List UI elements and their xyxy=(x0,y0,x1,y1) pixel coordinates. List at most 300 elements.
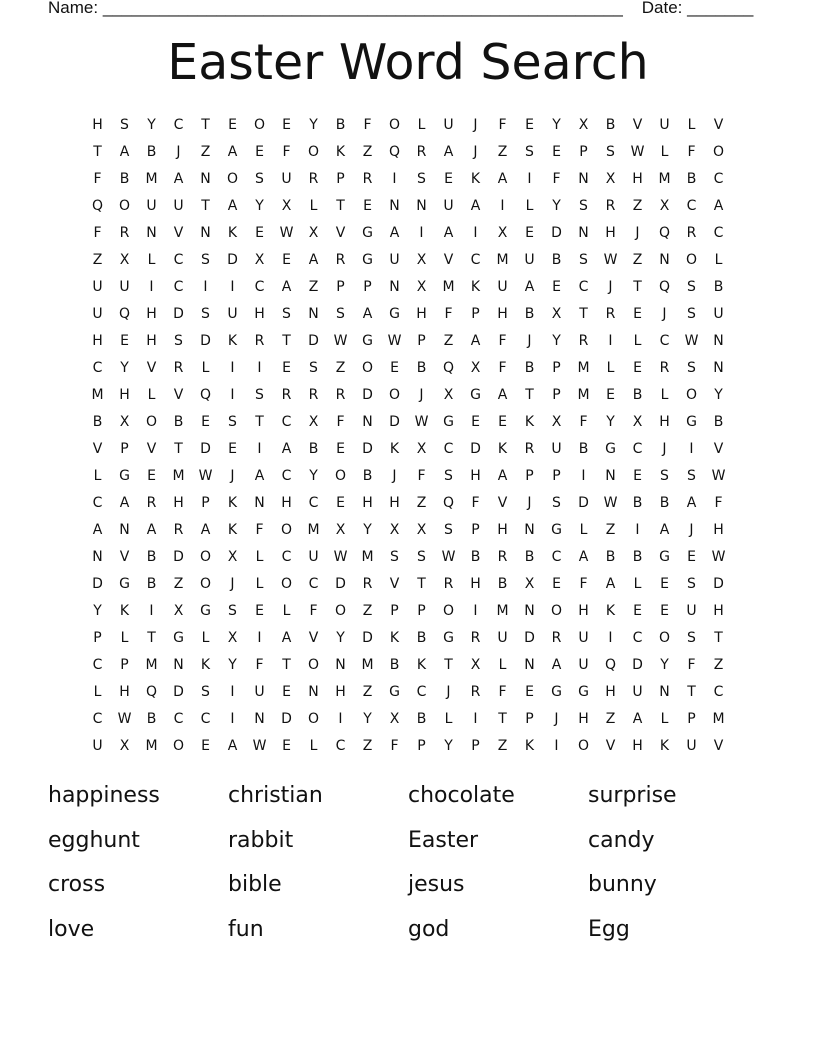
grid-cell[interactable]: E xyxy=(282,737,291,754)
grid-cell[interactable]: H xyxy=(92,116,103,133)
grid-cell[interactable]: V xyxy=(389,575,400,592)
grid-cell[interactable]: X xyxy=(551,305,562,322)
grid-cell[interactable]: L xyxy=(147,251,156,268)
grid-cell[interactable]: A xyxy=(227,143,238,160)
grid-cell[interactable]: N xyxy=(92,548,103,565)
grid-cell[interactable]: R xyxy=(497,548,508,565)
grid-cell[interactable]: V xyxy=(443,251,454,268)
grid-cell[interactable]: H xyxy=(92,332,103,349)
grid-cell[interactable]: V xyxy=(146,440,157,457)
grid-cell[interactable]: X xyxy=(119,413,130,430)
grid-cell[interactable]: Z xyxy=(92,251,103,268)
grid-cell[interactable]: C xyxy=(632,629,643,646)
grid-cell[interactable]: K xyxy=(389,629,400,646)
grid-cell[interactable]: U xyxy=(713,305,724,322)
grid-cell[interactable]: D xyxy=(281,710,292,727)
grid-cell[interactable]: Y xyxy=(444,737,453,754)
grid-cell[interactable]: K xyxy=(200,656,211,673)
grid-cell[interactable]: Y xyxy=(309,116,318,133)
grid-cell[interactable]: I xyxy=(392,170,397,187)
grid-cell[interactable]: W xyxy=(117,710,132,727)
grid-cell[interactable]: A xyxy=(254,467,265,484)
grid-cell[interactable]: E xyxy=(633,305,642,322)
grid-cell[interactable]: L xyxy=(660,710,669,727)
grid-cell[interactable]: W xyxy=(603,494,618,511)
grid-cell[interactable]: P xyxy=(93,629,102,646)
grid-cell[interactable]: B xyxy=(146,710,157,727)
grid-cell[interactable]: E xyxy=(633,467,642,484)
grid-cell[interactable]: U xyxy=(308,548,319,565)
grid-cell[interactable]: X xyxy=(605,170,616,187)
grid-cell[interactable]: H xyxy=(497,521,508,538)
grid-cell[interactable]: L xyxy=(309,737,318,754)
grid-cell[interactable]: D xyxy=(173,305,184,322)
grid-cell[interactable]: E xyxy=(282,251,291,268)
grid-cell[interactable]: C xyxy=(92,710,103,727)
grid-cell[interactable]: Z xyxy=(497,143,508,160)
grid-cell[interactable]: T xyxy=(579,305,588,322)
grid-cell[interactable]: X xyxy=(551,413,562,430)
grid-cell[interactable]: J xyxy=(527,494,532,511)
grid-cell[interactable]: S xyxy=(687,278,696,295)
grid-cell[interactable]: N xyxy=(308,305,319,322)
grid-cell[interactable]: P xyxy=(336,170,345,187)
grid-cell[interactable]: P xyxy=(417,332,426,349)
grid-cell[interactable]: D xyxy=(173,683,184,700)
grid-cell[interactable]: S xyxy=(228,602,237,619)
grid-cell[interactable]: S xyxy=(687,467,696,484)
grid-cell[interactable]: F xyxy=(282,143,291,160)
grid-cell[interactable]: C xyxy=(254,278,265,295)
grid-cell[interactable]: S xyxy=(444,521,453,538)
grid-cell[interactable]: N xyxy=(119,521,130,538)
grid-cell[interactable]: M xyxy=(91,386,104,403)
grid-cell[interactable]: R xyxy=(173,359,184,376)
grid-cell[interactable]: S xyxy=(579,251,588,268)
grid-cell[interactable]: E xyxy=(390,359,399,376)
grid-cell[interactable]: O xyxy=(253,116,266,133)
grid-cell[interactable]: Q xyxy=(145,683,158,700)
grid-cell[interactable]: K xyxy=(524,737,535,754)
grid-cell[interactable]: S xyxy=(201,251,210,268)
grid-cell[interactable]: U xyxy=(659,116,670,133)
grid-cell[interactable]: A xyxy=(227,737,238,754)
grid-cell[interactable]: R xyxy=(443,575,454,592)
grid-cell[interactable]: D xyxy=(632,656,643,673)
date-blank[interactable]: _______ xyxy=(687,0,754,17)
grid-cell[interactable]: E xyxy=(471,413,480,430)
grid-cell[interactable]: R xyxy=(362,170,373,187)
grid-cell[interactable]: A xyxy=(659,521,670,538)
grid-cell[interactable]: U xyxy=(686,737,697,754)
grid-cell[interactable]: A xyxy=(146,521,157,538)
grid-cell[interactable]: U xyxy=(173,197,184,214)
grid-cell[interactable]: V xyxy=(335,224,346,241)
grid-cell[interactable]: A xyxy=(92,521,103,538)
grid-cell[interactable]: J xyxy=(419,386,424,403)
grid-cell[interactable]: A xyxy=(443,143,454,160)
grid-cell[interactable]: F xyxy=(579,413,588,430)
grid-cell[interactable]: U xyxy=(119,278,130,295)
grid-cell[interactable]: C xyxy=(659,332,670,349)
grid-cell[interactable]: I xyxy=(230,683,235,700)
grid-cell[interactable]: Q xyxy=(442,359,455,376)
grid-cell[interactable]: R xyxy=(335,251,346,268)
grid-cell[interactable]: B xyxy=(416,710,427,727)
grid-cell[interactable]: C xyxy=(92,494,103,511)
grid-cell[interactable]: Z xyxy=(713,656,724,673)
grid-cell[interactable]: E xyxy=(147,467,156,484)
grid-cell[interactable]: T xyxy=(201,197,210,214)
grid-cell[interactable]: P xyxy=(471,737,480,754)
grid-cell[interactable]: I xyxy=(581,467,586,484)
grid-cell[interactable]: S xyxy=(552,494,561,511)
grid-cell[interactable]: T xyxy=(525,386,534,403)
grid-cell[interactable]: G xyxy=(389,683,400,700)
grid-cell[interactable]: E xyxy=(201,737,210,754)
grid-cell[interactable]: I xyxy=(473,710,478,727)
grid-cell[interactable]: D xyxy=(362,386,373,403)
grid-cell[interactable]: X xyxy=(227,548,238,565)
grid-cell[interactable]: E xyxy=(363,197,372,214)
grid-cell[interactable]: Y xyxy=(552,332,561,349)
grid-cell[interactable]: H xyxy=(389,494,400,511)
grid-cell[interactable]: L xyxy=(633,332,642,349)
grid-cell[interactable]: J xyxy=(473,116,478,133)
grid-cell[interactable]: O xyxy=(172,737,185,754)
grid-cell[interactable]: B xyxy=(173,413,184,430)
grid-cell[interactable]: L xyxy=(417,116,426,133)
grid-cell[interactable]: F xyxy=(687,656,696,673)
grid-cell[interactable]: E xyxy=(282,359,291,376)
grid-cell[interactable]: J xyxy=(527,332,532,349)
grid-cell[interactable]: Z xyxy=(443,332,454,349)
grid-cell[interactable]: S xyxy=(525,143,534,160)
grid-cell[interactable]: Z xyxy=(200,143,211,160)
grid-cell[interactable]: R xyxy=(470,629,481,646)
grid-cell[interactable]: C xyxy=(281,413,292,430)
grid-cell[interactable]: R xyxy=(470,683,481,700)
grid-cell[interactable]: D xyxy=(362,440,373,457)
grid-cell[interactable]: M xyxy=(496,602,509,619)
grid-cell[interactable]: T xyxy=(282,332,291,349)
grid-cell[interactable]: V xyxy=(713,116,724,133)
grid-cell[interactable]: T xyxy=(282,656,291,673)
grid-cell[interactable]: M xyxy=(361,548,374,565)
grid-cell[interactable]: I xyxy=(257,440,262,457)
grid-cell[interactable]: B xyxy=(389,656,400,673)
grid-cell[interactable]: R xyxy=(146,494,157,511)
grid-cell[interactable]: N xyxy=(659,683,670,700)
grid-cell[interactable]: W xyxy=(333,332,348,349)
grid-cell[interactable]: X xyxy=(659,197,670,214)
grid-cell[interactable]: B xyxy=(524,305,535,322)
grid-cell[interactable]: U xyxy=(254,683,265,700)
grid-cell[interactable]: E xyxy=(228,440,237,457)
grid-cell[interactable]: B xyxy=(632,494,643,511)
grid-cell[interactable]: X xyxy=(119,737,130,754)
grid-cell[interactable]: Z xyxy=(605,710,616,727)
grid-cell[interactable]: B xyxy=(497,575,508,592)
grid-cell[interactable]: X xyxy=(389,710,400,727)
grid-cell[interactable]: Y xyxy=(120,359,129,376)
grid-cell[interactable]: C xyxy=(92,656,103,673)
grid-cell[interactable]: O xyxy=(685,251,698,268)
grid-cell[interactable]: E xyxy=(282,683,291,700)
grid-cell[interactable]: X xyxy=(119,251,130,268)
grid-cell[interactable]: A xyxy=(551,656,562,673)
grid-cell[interactable]: S xyxy=(309,359,318,376)
grid-cell[interactable]: E xyxy=(255,602,264,619)
grid-cell[interactable]: C xyxy=(308,494,319,511)
grid-cell[interactable]: E xyxy=(255,224,264,241)
grid-cell[interactable]: H xyxy=(416,305,427,322)
grid-cell[interactable]: H xyxy=(713,521,724,538)
grid-cell[interactable]: N xyxy=(659,251,670,268)
grid-cell[interactable]: E xyxy=(660,575,669,592)
grid-cell[interactable]: G xyxy=(578,683,589,700)
grid-cell[interactable]: S xyxy=(201,305,210,322)
grid-cell[interactable]: R xyxy=(605,197,616,214)
grid-cell[interactable]: G xyxy=(659,548,670,565)
grid-cell[interactable]: V xyxy=(119,548,130,565)
grid-cell[interactable]: A xyxy=(119,143,130,160)
grid-cell[interactable]: X xyxy=(416,251,427,268)
grid-cell[interactable]: E xyxy=(525,683,534,700)
grid-cell[interactable]: Z xyxy=(362,737,373,754)
grid-cell[interactable]: N xyxy=(200,224,211,241)
grid-cell[interactable]: C xyxy=(173,278,184,295)
grid-cell[interactable]: O xyxy=(199,548,212,565)
grid-cell[interactable]: V xyxy=(497,494,508,511)
grid-cell[interactable]: A xyxy=(497,386,508,403)
grid-cell[interactable]: L xyxy=(309,197,318,214)
grid-cell[interactable]: C xyxy=(173,116,184,133)
grid-cell[interactable]: E xyxy=(660,602,669,619)
grid-cell[interactable]: H xyxy=(470,467,481,484)
grid-cell[interactable]: U xyxy=(146,197,157,214)
grid-cell[interactable]: O xyxy=(550,602,563,619)
grid-cell[interactable]: N xyxy=(713,332,724,349)
grid-cell[interactable]: E xyxy=(633,602,642,619)
grid-cell[interactable]: Z xyxy=(335,359,346,376)
grid-cell[interactable]: A xyxy=(362,305,373,322)
grid-cell[interactable]: H xyxy=(119,683,130,700)
grid-cell[interactable]: B xyxy=(605,116,616,133)
grid-cell[interactable]: M xyxy=(361,656,374,673)
grid-cell[interactable]: J xyxy=(662,440,667,457)
grid-cell[interactable]: C xyxy=(713,224,724,241)
grid-cell[interactable]: F xyxy=(579,575,588,592)
grid-cell[interactable]: B xyxy=(362,467,373,484)
grid-cell[interactable]: K xyxy=(227,494,238,511)
grid-cell[interactable]: P xyxy=(120,656,129,673)
grid-cell[interactable]: M xyxy=(307,521,320,538)
grid-cell[interactable]: R xyxy=(524,440,535,457)
grid-cell[interactable]: R xyxy=(254,332,265,349)
grid-cell[interactable]: E xyxy=(498,413,507,430)
grid-cell[interactable]: H xyxy=(470,575,481,592)
grid-cell[interactable]: I xyxy=(149,278,154,295)
grid-cell[interactable]: I xyxy=(203,278,208,295)
grid-cell[interactable]: G xyxy=(551,683,562,700)
grid-cell[interactable]: K xyxy=(497,440,508,457)
grid-cell[interactable]: B xyxy=(713,278,724,295)
grid-cell[interactable]: V xyxy=(92,440,103,457)
grid-cell[interactable]: E xyxy=(336,440,345,457)
grid-cell[interactable]: B xyxy=(632,548,643,565)
grid-cell[interactable]: U xyxy=(281,170,292,187)
grid-cell[interactable]: G xyxy=(362,224,373,241)
grid-cell[interactable]: A xyxy=(443,224,454,241)
grid-cell[interactable]: N xyxy=(254,710,265,727)
grid-cell[interactable]: U xyxy=(578,656,589,673)
grid-cell[interactable]: X xyxy=(173,602,184,619)
grid-cell[interactable]: I xyxy=(230,710,235,727)
grid-cell[interactable]: I xyxy=(608,629,613,646)
grid-cell[interactable]: Q xyxy=(658,224,671,241)
grid-cell[interactable]: Z xyxy=(497,737,508,754)
grid-cell[interactable]: X xyxy=(308,413,319,430)
grid-cell[interactable]: U xyxy=(92,737,103,754)
grid-cell[interactable]: A xyxy=(497,467,508,484)
grid-cell[interactable]: F xyxy=(498,332,507,349)
grid-cell[interactable]: K xyxy=(470,170,481,187)
grid-cell[interactable]: O xyxy=(388,116,401,133)
grid-cell[interactable]: A xyxy=(281,440,292,457)
grid-cell[interactable]: R xyxy=(119,224,130,241)
grid-cell[interactable]: X xyxy=(443,386,454,403)
grid-cell[interactable]: F xyxy=(363,116,372,133)
grid-cell[interactable]: S xyxy=(417,548,426,565)
grid-cell[interactable]: O xyxy=(658,629,671,646)
grid-cell[interactable]: R xyxy=(686,224,697,241)
grid-cell[interactable]: C xyxy=(551,548,562,565)
grid-cell[interactable]: I xyxy=(473,602,478,619)
grid-cell[interactable]: L xyxy=(498,656,507,673)
grid-cell[interactable]: E xyxy=(336,494,345,511)
grid-cell[interactable]: B xyxy=(119,170,130,187)
grid-cell[interactable]: F xyxy=(417,467,426,484)
grid-cell[interactable]: F xyxy=(498,359,507,376)
grid-cell[interactable]: B xyxy=(686,170,697,187)
grid-cell[interactable]: T xyxy=(687,683,696,700)
grid-cell[interactable]: Y xyxy=(363,710,372,727)
grid-cell[interactable]: W xyxy=(333,548,348,565)
grid-cell[interactable]: O xyxy=(685,386,698,403)
grid-cell[interactable]: H xyxy=(659,413,670,430)
grid-cell[interactable]: C xyxy=(713,683,724,700)
grid-cell[interactable]: S xyxy=(687,575,696,592)
grid-cell[interactable]: Q xyxy=(91,197,104,214)
grid-cell[interactable]: O xyxy=(361,359,374,376)
grid-cell[interactable]: Y xyxy=(363,521,372,538)
grid-cell[interactable]: X xyxy=(524,575,535,592)
grid-cell[interactable]: W xyxy=(252,737,267,754)
grid-cell[interactable]: O xyxy=(307,656,320,673)
grid-cell[interactable]: D xyxy=(713,575,724,592)
grid-cell[interactable]: P xyxy=(687,710,696,727)
grid-cell[interactable]: B xyxy=(146,143,157,160)
grid-cell[interactable]: I xyxy=(419,224,424,241)
grid-cell[interactable]: B xyxy=(524,548,535,565)
grid-cell[interactable]: M xyxy=(496,251,509,268)
grid-cell[interactable]: D xyxy=(308,332,319,349)
grid-cell[interactable]: M xyxy=(145,170,158,187)
grid-cell[interactable]: H xyxy=(146,305,157,322)
grid-cell[interactable]: R xyxy=(551,629,562,646)
grid-cell[interactable]: C xyxy=(281,467,292,484)
grid-cell[interactable]: S xyxy=(579,197,588,214)
grid-cell[interactable]: Q xyxy=(118,305,131,322)
grid-cell[interactable]: F xyxy=(498,683,507,700)
grid-cell[interactable]: X xyxy=(470,359,481,376)
grid-cell[interactable]: U xyxy=(443,197,454,214)
grid-cell[interactable]: Q xyxy=(388,143,401,160)
grid-cell[interactable]: N xyxy=(416,197,427,214)
grid-cell[interactable]: J xyxy=(689,521,694,538)
grid-cell[interactable]: L xyxy=(201,359,210,376)
grid-cell[interactable]: T xyxy=(201,116,210,133)
grid-cell[interactable]: Q xyxy=(442,494,455,511)
grid-cell[interactable]: A xyxy=(173,170,184,187)
grid-cell[interactable]: I xyxy=(257,359,262,376)
grid-cell[interactable]: M xyxy=(172,467,185,484)
grid-cell[interactable]: D xyxy=(551,224,562,241)
grid-cell[interactable]: I xyxy=(149,602,154,619)
grid-cell[interactable]: C xyxy=(92,359,103,376)
grid-cell[interactable]: R xyxy=(605,305,616,322)
grid-cell[interactable]: V xyxy=(173,386,184,403)
grid-cell[interactable]: B xyxy=(713,413,724,430)
grid-cell[interactable]: K xyxy=(389,440,400,457)
grid-cell[interactable]: V xyxy=(713,737,724,754)
grid-cell[interactable]: D xyxy=(389,413,400,430)
grid-cell[interactable]: F xyxy=(687,143,696,160)
grid-cell[interactable]: I xyxy=(230,386,235,403)
grid-cell[interactable]: H xyxy=(335,683,346,700)
grid-cell[interactable]: N xyxy=(173,656,184,673)
grid-cell[interactable]: H xyxy=(605,224,616,241)
grid-cell[interactable]: E xyxy=(552,278,561,295)
grid-cell[interactable]: E xyxy=(120,332,129,349)
grid-cell[interactable]: V xyxy=(308,629,319,646)
grid-cell[interactable]: H xyxy=(254,305,265,322)
grid-cell[interactable]: V xyxy=(632,116,643,133)
grid-cell[interactable]: A xyxy=(119,494,130,511)
grid-cell[interactable]: G xyxy=(443,629,454,646)
grid-cell[interactable]: T xyxy=(714,629,723,646)
grid-cell[interactable]: N xyxy=(362,413,373,430)
grid-cell[interactable]: G xyxy=(389,305,400,322)
grid-cell[interactable]: M xyxy=(712,710,725,727)
grid-cell[interactable]: J xyxy=(635,224,640,241)
name-blank[interactable]: _______________________________________________________ xyxy=(102,0,623,17)
grid-cell[interactable]: G xyxy=(119,575,130,592)
grid-cell[interactable]: C xyxy=(308,575,319,592)
grid-cell[interactable]: M xyxy=(658,170,671,187)
grid-cell[interactable]: C xyxy=(200,710,211,727)
grid-cell[interactable]: L xyxy=(93,683,102,700)
grid-cell[interactable]: L xyxy=(579,521,588,538)
grid-cell[interactable]: I xyxy=(473,224,478,241)
grid-cell[interactable]: J xyxy=(230,575,235,592)
grid-cell[interactable]: J xyxy=(608,278,613,295)
grid-cell[interactable]: Z xyxy=(362,602,373,619)
grid-cell[interactable]: P xyxy=(552,359,561,376)
grid-cell[interactable]: F xyxy=(390,737,399,754)
grid-cell[interactable]: N xyxy=(524,656,535,673)
